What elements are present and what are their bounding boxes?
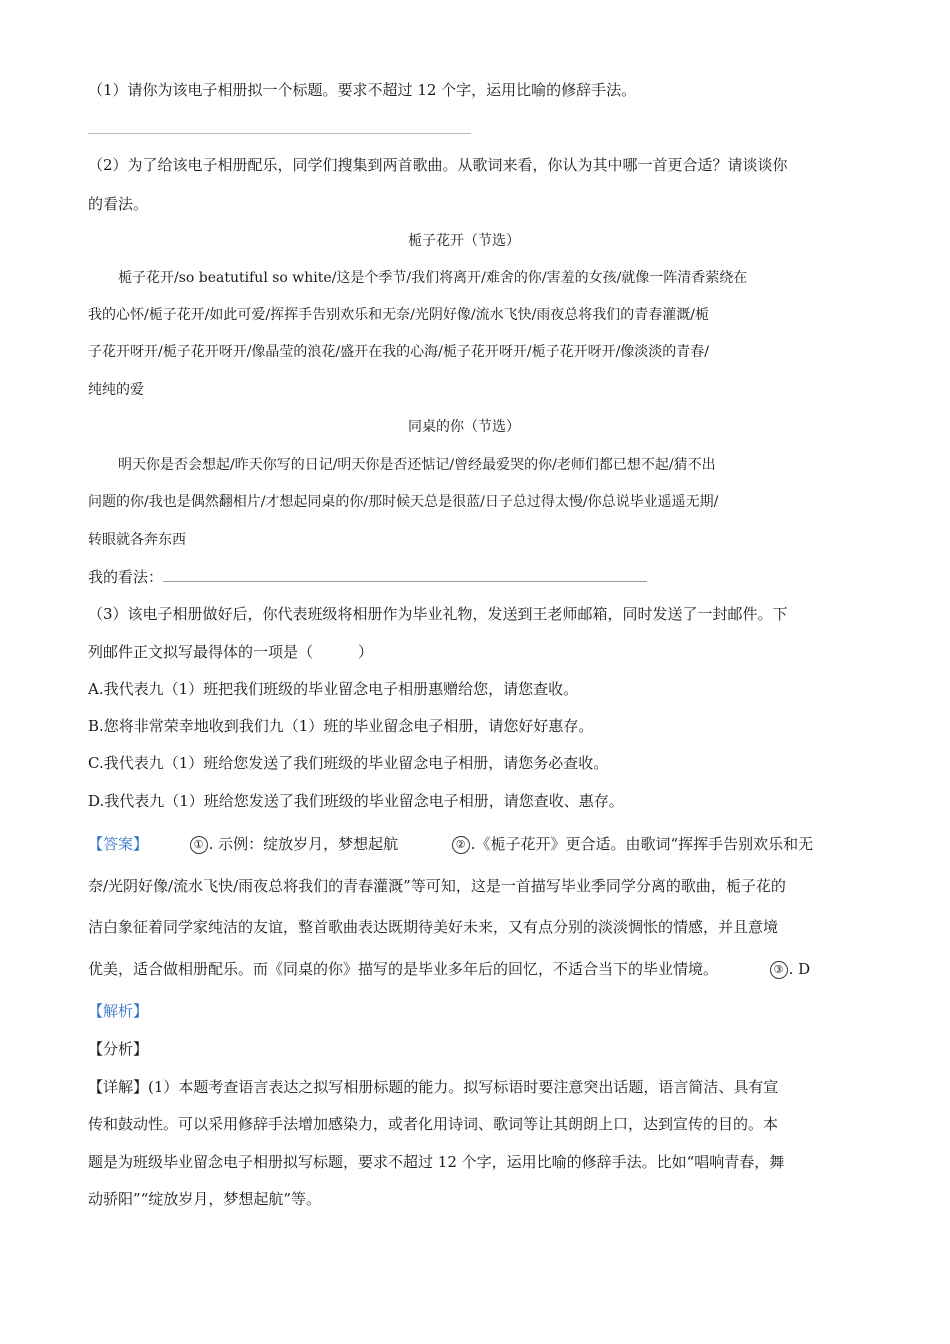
song-1-lyric-line: 纯纯的爱 bbox=[88, 382, 144, 398]
fenxi-tag: 【分析】 bbox=[88, 1040, 149, 1058]
question-3-line-2: 列邮件正文拟写最得体的一项是（ ） bbox=[88, 643, 374, 661]
song-2-title: 同桌的你（节选） bbox=[408, 419, 520, 435]
answer-last-line bbox=[88, 959, 810, 979]
answer-number-2: ② bbox=[452, 836, 470, 854]
analysis-tag: 【解析】 bbox=[88, 1002, 149, 1020]
answer-blank-line bbox=[88, 133, 471, 134]
song-1-lyric-line: 我的心怀/栀子花开/如此可爱/挥挥手告别欢乐和无奈/光阴好像/流水飞快/雨夜总将我们的青春灌溉/栀 bbox=[88, 307, 710, 323]
option-a: A.我代表九（1）班把我们班级的毕业留念电子相册惠赠给您，请您查收。 bbox=[88, 680, 579, 698]
answer-2-line: 洁白象征着同学家纯洁的友谊，整首歌曲表达既期待美好未来，又有点分别的淡淡惆怅的情感，并且意境 bbox=[88, 918, 779, 936]
answer-number-3: ③ bbox=[770, 961, 788, 979]
song-1-title: 栀子花开（节选） bbox=[408, 233, 520, 249]
option-b: B.您将非常荣幸地收到我们九（1）班的毕业留念电子相册，请您好好惠存。 bbox=[88, 717, 594, 735]
detail-line: 【详解】(1）本题考查语言表达之拟写相册标题的能力。拟写标语时要注意突出话题，语言简洁、具有宣 bbox=[88, 1078, 779, 1096]
option-d: D.我代表九（1）班给您发送了我们班级的毕业留念电子相册，请您查收、惠存。 bbox=[88, 792, 624, 810]
song-2-lyric-line: 转眼就各奔东西 bbox=[88, 532, 186, 548]
detail-line: 传和鼓动性。可以采用修辞手法增加感染力，或者化用诗词、歌词等让其朗朗上口，达到宣传的目的。本 bbox=[88, 1115, 779, 1133]
song-2-lyric-line: 问题的你/我也是偶然翻相片/才想起同桌的你/那时候天总是很蓝/日子总过得太慢/你总说毕业遥遥无期/ bbox=[88, 494, 719, 510]
song-1-lyric-line: 子花开呀开/栀子花开呀开/像晶莹的浪花/盛开在我的心海/栀子花开呀开/栀子花开呀开/像淡淡的青春/ bbox=[88, 344, 710, 360]
answer-2-line: 优美，适合做相册配乐。而《同桌的你》描写的是毕业多年后的回忆，不适合当下的毕业情境。 bbox=[88, 960, 719, 978]
question-1: （1）请你为该电子相册拟一个标题。要求不超过 12 个字，运用比喻的修辞手法。 bbox=[88, 81, 637, 99]
my-view-row bbox=[88, 567, 647, 587]
question-2-line-1: （2）为了给该电子相册配乐，同学们搜集到两首歌曲。从歌词来看，你认为其中哪一首更合适？请谈谈你 bbox=[88, 156, 788, 174]
my-view-blank bbox=[163, 567, 647, 582]
answer-2-start: .《栀子花开》更合适。由歌词“挥挥手告别欢乐和无 bbox=[470, 835, 814, 853]
song-2-lyric-line: 明天你是否会想起/昨天你写的日记/明天你是否还惦记/曾经最爱哭的你/老师们都已想不起/猜不出 bbox=[118, 457, 716, 473]
my-view-label: 我的看法： bbox=[88, 568, 164, 586]
answer-first-line bbox=[88, 834, 813, 854]
question-3-line-1: （3）该电子相册做好后，你代表班级将相册作为毕业礼物，发送到王老师邮箱，同时发送了一封邮件。下 bbox=[88, 605, 788, 623]
song-1-lyric-line: 栀子花开/so beatutiful so white/这是个季节/我们将离开/难舍的你/害羞的女孩/就像一阵清香萦绕在 bbox=[118, 270, 748, 286]
answer-1: . 示例：绽放岁月，梦想起航 bbox=[208, 835, 399, 853]
answer-3: . D bbox=[788, 960, 811, 978]
question-2-line-2: 的看法。 bbox=[88, 195, 149, 213]
answer-number-1: ① bbox=[190, 836, 208, 854]
answer-2-line: 奈/光阴好像/流水飞快/雨夜总将我们的青春灌溉”等可知，这是一首描写毕业季同学分离的歌曲，栀子花的 bbox=[88, 877, 786, 895]
detail-line: 动骄阳”“绽放岁月，梦想起航”等。 bbox=[88, 1190, 322, 1208]
detail-line: 题是为班级毕业留念电子相册拟写标题，要求不超过 12 个字，运用比喻的修辞手法。比如“唱响青春，舞 bbox=[88, 1153, 785, 1171]
answer-tag: 【答案】 bbox=[88, 835, 149, 853]
option-c: C.我代表九（1）班给您发送了我们班级的毕业留念电子相册，请您务必查收。 bbox=[88, 754, 609, 772]
